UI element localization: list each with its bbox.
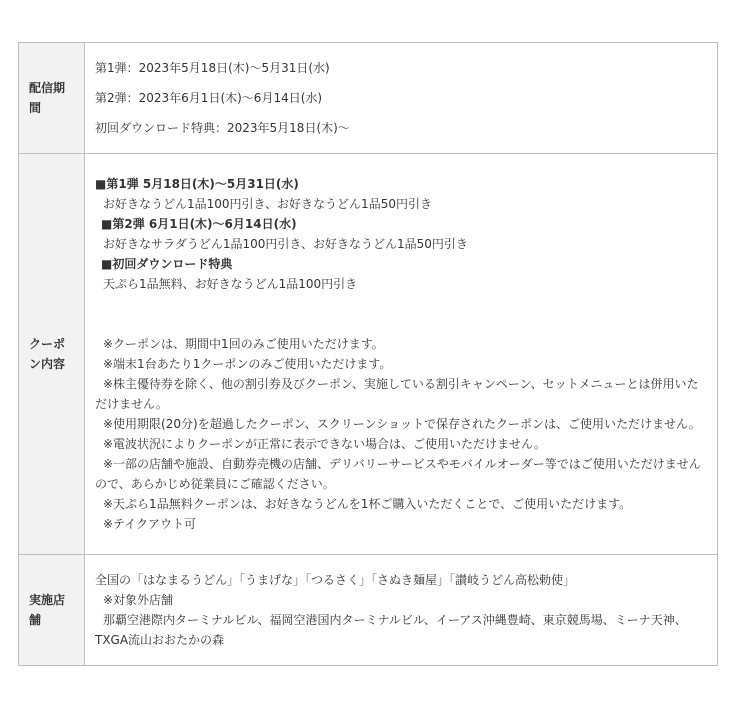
- coupon-section-1-body: お好きなうどん1品100円引き、お好きなうどん1品50円引き: [103, 197, 432, 211]
- coupon-note-2: ※端末1台あたり1クーポンのみご使用いただけます。: [103, 357, 392, 371]
- coupon-section-2-title: ■第2弾 6月1日(木)～6月14日(水): [101, 217, 297, 231]
- coupon-section-1-title: ■第1弾 5月18日(木)～5月31日(水): [95, 177, 299, 191]
- coupon-row: [19, 154, 718, 555]
- coupon-section-2-body: お好きなサラダうどん1品100円引き、お好きなうどん1品50円引き: [103, 237, 468, 251]
- coupon-note-6-text: ※一部の店舗や施設、自動券売機の店舗、デリバリーサービスやモバイルオーダー等ではご使用いただけませんので、あらかじめ従業員にご確認ください。: [95, 457, 701, 491]
- spacer: [95, 294, 707, 314]
- coupon-note-6: [95, 454, 707, 494]
- period-line-2: 第2弾：2023年6月1日(木)～6月14日(水): [95, 91, 323, 105]
- spacer: [95, 314, 707, 334]
- period-header: 配信期間: [19, 43, 85, 154]
- stores-brands: 全国の「はなまるうどん」「うまげな」「つるさく」「さぬき麺屋」「讃岐うどん高松勅使」: [95, 573, 576, 587]
- coupon-cell: [85, 154, 718, 555]
- coupon-header: クーポン内容: [19, 154, 85, 555]
- stores-excluded-list-text: 那覇空港際内ターミナルビル、福岡空港国内ターミナルビル、イーアス沖縄豊崎、東京競馬場、ミーナ天神、TXGA流山おおたかの森: [95, 613, 687, 647]
- period-line-1: 第1弾：2023年5月18日(木)～5月31日(水): [95, 61, 330, 75]
- coupon-section-3-body: 天ぷら1品無料、お好きなうどん1品100円引き: [103, 277, 358, 291]
- coupon-note-4-text: ※使用期限(20分)を超過したクーポン、スクリーンショットで保存されたクーポンは、ご使用いただけません。: [103, 417, 701, 431]
- period-line-3: 初回ダウンロード特典：2023年5月18日(木)～: [95, 121, 350, 135]
- stores-cell: [85, 555, 718, 666]
- coupon-note-3: [95, 374, 707, 414]
- period-cell: [85, 43, 718, 154]
- coupon-note-5: ※電波状況によりクーポンが正常に表示できない場合は、ご使用いただけません。: [103, 437, 546, 451]
- stores-excluded-label: ※対象外店舗: [103, 593, 174, 607]
- coupon-note-1: ※クーポンは、期間中1回のみご使用いただけます。: [103, 337, 384, 351]
- coupon-note-3-text: ※株主優待券を除く、他の割引券及びクーポン、実施している割引キャンペーン、セットメニューとは併用いただけません。: [95, 377, 699, 411]
- period-row: [19, 43, 718, 154]
- coupon-section-3-title: ■初回ダウンロード特典: [101, 257, 233, 271]
- coupon-note-8: ※テイクアウト可: [103, 517, 196, 531]
- coupon-note-4: [95, 414, 707, 434]
- stores-row: [19, 555, 718, 666]
- stores-header: 実施店舗: [19, 555, 85, 666]
- coupon-note-7: ※天ぷら1品無料クーポンは、お好きなうどんを1杯ご購入いただくことで、ご使用いただけます。: [103, 497, 632, 511]
- campaign-info-table: [18, 42, 718, 666]
- stores-excluded-list: [95, 610, 707, 650]
